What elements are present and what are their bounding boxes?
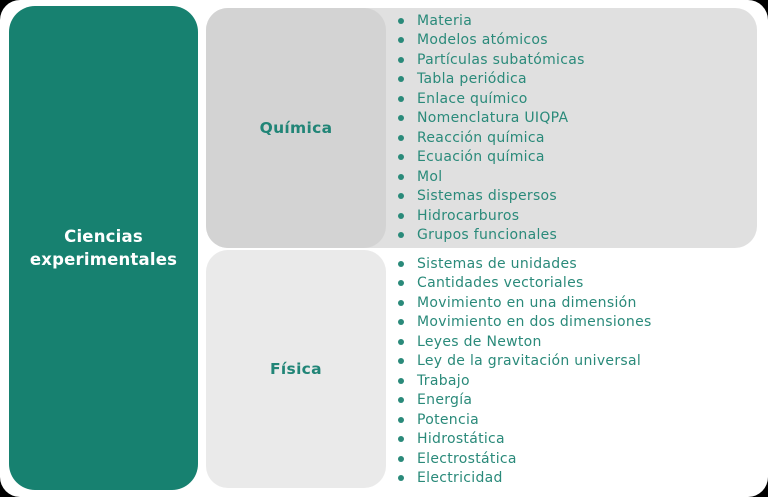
topic-item bbox=[398, 206, 585, 226]
fisica-topic-list bbox=[398, 254, 652, 488]
topic-item bbox=[398, 109, 585, 129]
topic-item bbox=[398, 187, 585, 207]
bullet-dot-icon bbox=[398, 436, 404, 442]
topic-label: Leyes de Newton bbox=[417, 333, 542, 350]
topic-item bbox=[398, 391, 652, 411]
bullet-dot-icon bbox=[398, 76, 404, 82]
topic-item bbox=[398, 148, 585, 168]
bullet-dot-icon bbox=[398, 358, 404, 364]
topic-label: Mol bbox=[417, 168, 443, 185]
bullet-dot-icon bbox=[398, 319, 404, 325]
quimica-branch-box bbox=[206, 8, 386, 248]
topic-label: Sistemas de unidades bbox=[417, 255, 577, 272]
bullet-dot-icon bbox=[398, 232, 404, 238]
bullet-dot-icon bbox=[398, 193, 404, 199]
topic-item bbox=[398, 449, 652, 469]
bullet-dot-icon bbox=[398, 280, 404, 286]
bullet-dot-icon bbox=[398, 339, 404, 345]
topic-label: Energía bbox=[417, 392, 473, 409]
topic-item bbox=[398, 31, 585, 51]
bullet-dot-icon bbox=[398, 261, 404, 267]
topic-label: Nomenclatura UIQPA bbox=[417, 110, 569, 127]
bullet-dot-icon bbox=[398, 154, 404, 160]
bullet-dot-icon bbox=[398, 174, 404, 180]
topic-label: Ecuación química bbox=[417, 149, 545, 166]
topic-item bbox=[398, 226, 585, 246]
bullet-dot-icon bbox=[398, 378, 404, 384]
topic-label: Trabajo bbox=[417, 372, 470, 389]
bullet-dot-icon bbox=[398, 300, 404, 306]
topic-item bbox=[398, 332, 652, 352]
topic-item bbox=[398, 293, 652, 313]
quimica-branch-label: Química bbox=[259, 119, 333, 137]
topic-label: Potencia bbox=[417, 411, 480, 428]
topic-item bbox=[398, 371, 652, 391]
bullet-dot-icon bbox=[398, 456, 404, 462]
topic-item bbox=[398, 469, 652, 489]
topic-item bbox=[398, 274, 652, 294]
topic-item bbox=[398, 430, 652, 450]
fisica-branch-label: Física bbox=[270, 360, 322, 378]
bullet-dot-icon bbox=[398, 96, 404, 102]
bullet-dot-icon bbox=[398, 115, 404, 121]
bullet-dot-icon bbox=[398, 57, 404, 63]
topic-label: Partículas subatómicas bbox=[417, 51, 585, 68]
topic-item bbox=[398, 167, 585, 187]
topic-label: Sistemas dispersos bbox=[417, 188, 558, 205]
bullet-dot-icon bbox=[398, 213, 404, 219]
topic-label: Cantidades vectoriales bbox=[417, 275, 584, 292]
root-subject-box bbox=[9, 6, 198, 490]
topic-item bbox=[398, 50, 585, 70]
bullet-dot-icon bbox=[398, 397, 404, 403]
topic-label: Ley de la gravitación universal bbox=[417, 353, 642, 370]
topic-label: Grupos funcionales bbox=[417, 227, 558, 244]
topic-label: Hidrocarburos bbox=[417, 207, 520, 224]
topic-label: Materia bbox=[417, 12, 473, 29]
topic-item bbox=[398, 89, 585, 109]
bullet-dot-icon bbox=[398, 475, 404, 481]
topic-label: Modelos atómicos bbox=[417, 32, 548, 49]
fisica-branch-box bbox=[206, 250, 386, 488]
topic-label: Reacción química bbox=[417, 129, 545, 146]
topic-label: Enlace químico bbox=[417, 90, 528, 107]
topic-item bbox=[398, 254, 652, 274]
topic-label: Movimiento en dos dimensiones bbox=[417, 314, 652, 331]
topic-label: Electrostática bbox=[417, 450, 517, 467]
bullet-dot-icon bbox=[398, 417, 404, 423]
topic-label: Movimiento en una dimensión bbox=[417, 294, 637, 311]
topic-item bbox=[398, 11, 585, 31]
bullet-dot-icon bbox=[398, 37, 404, 43]
topic-item bbox=[398, 128, 585, 148]
root-subject-title: Ciencias experimentales bbox=[29, 226, 178, 269]
topic-item bbox=[398, 410, 652, 430]
bullet-dot-icon bbox=[398, 18, 404, 24]
quimica-topic-list bbox=[398, 11, 585, 245]
topic-label: Hidrostática bbox=[417, 431, 505, 448]
bullet-dot-icon bbox=[398, 135, 404, 141]
topic-item bbox=[398, 313, 652, 333]
topic-item bbox=[398, 352, 652, 372]
topic-label: Tabla periódica bbox=[417, 71, 527, 88]
topic-label: Electricidad bbox=[417, 470, 503, 487]
topic-item bbox=[398, 70, 585, 90]
